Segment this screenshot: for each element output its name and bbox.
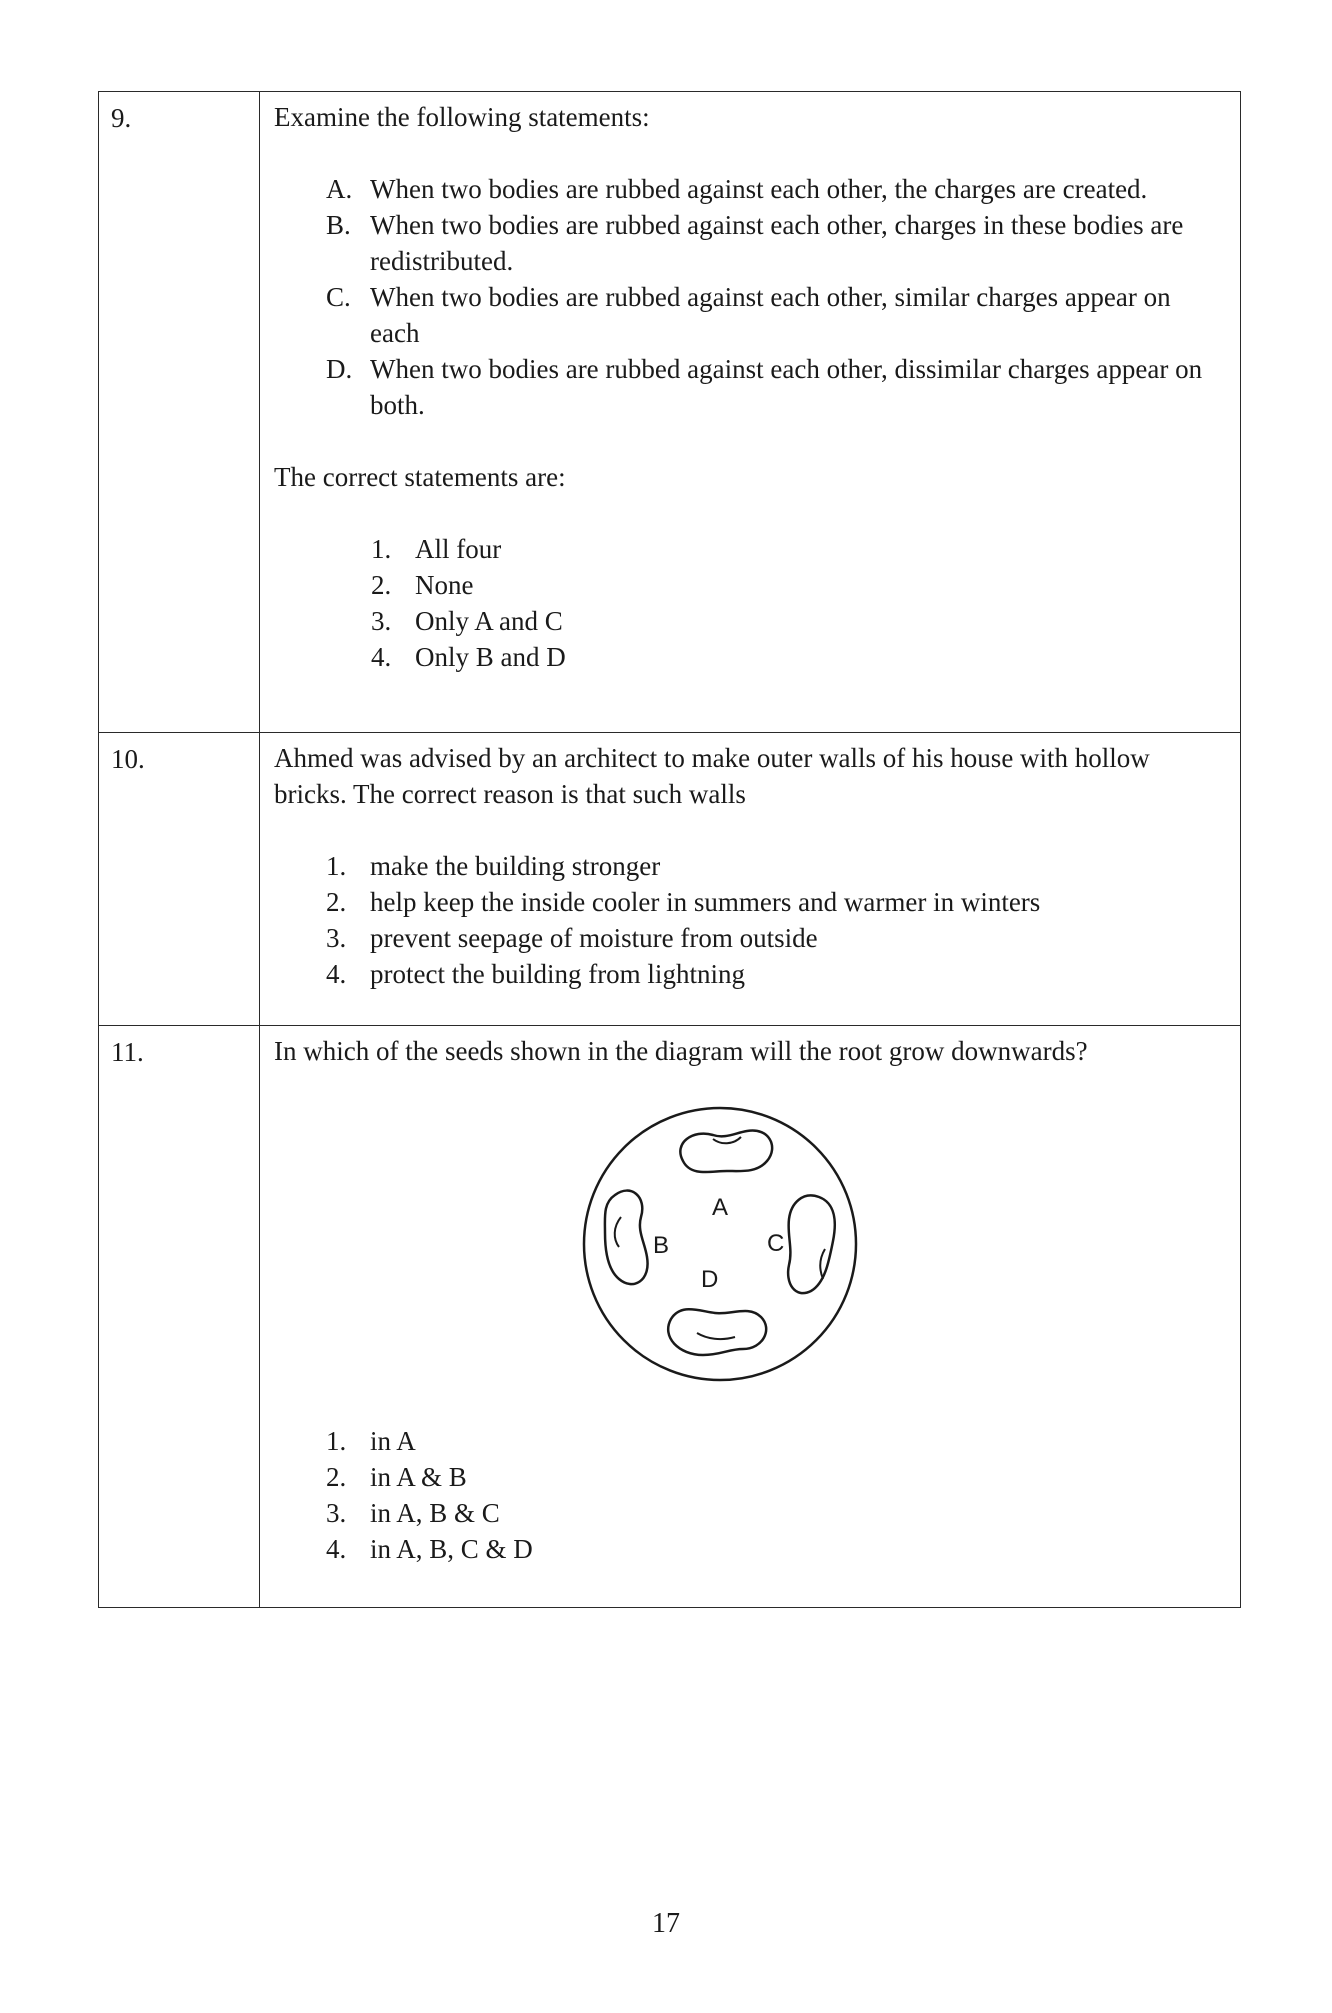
option-3 (371, 603, 1226, 639)
option-2 (371, 567, 1226, 603)
option-1 (326, 1423, 1226, 1459)
option-label: 1. (371, 534, 392, 564)
option-label: 4. (371, 642, 392, 672)
diagram-label-d: D (701, 1266, 719, 1293)
statement-c (326, 279, 1226, 351)
statement-label: B. (326, 210, 351, 240)
option-text: make the building stronger (370, 851, 661, 881)
diagram-label-a: A (712, 1194, 729, 1221)
question-body (260, 733, 1241, 1026)
option-text: help keep the inside cooler in summers and warmer in winters (370, 887, 1041, 917)
seed-a-icon (680, 1130, 772, 1172)
statement-text: When two bodies are rubbed against each other, the charges are created. (370, 174, 1148, 204)
statement-text: When two bodies are rubbed against each other, similar charges appear on each (370, 282, 1171, 348)
option-3 (326, 920, 1226, 956)
option-label: 3. (326, 1498, 347, 1528)
statement-b (326, 207, 1226, 279)
question-stem: Examine the following statements: (274, 102, 650, 132)
option-2 (326, 884, 1226, 920)
seed-diagram-svg (575, 1099, 865, 1389)
seed-b-hilum (615, 1217, 621, 1247)
option-4 (326, 956, 1226, 992)
option-text: Only B and D (415, 642, 566, 672)
seed-d-icon (668, 1309, 766, 1355)
seed-d-hilum (697, 1333, 735, 1339)
option-text: in A (370, 1426, 416, 1456)
option-text: Only A and C (415, 606, 563, 636)
seed-c-icon (788, 1195, 835, 1293)
question-stem: In which of the seeds shown in the diagram will the root grow downwards? (274, 1036, 1088, 1066)
option-4 (371, 639, 1226, 675)
question-number: 11. (99, 1026, 260, 1608)
option-2 (326, 1459, 1226, 1495)
option-text: in A, B, C & D (370, 1534, 533, 1564)
option-text: prevent seepage of moisture from outside (370, 923, 818, 953)
question-row-10 (99, 733, 1241, 1026)
option-text: in A & B (370, 1462, 467, 1492)
question-prompt: The correct statements are: (274, 462, 566, 492)
seed-diagram (575, 1099, 865, 1389)
statement-a (326, 171, 1226, 207)
option-text: protect the building from lightning (370, 959, 745, 989)
option-label: 4. (326, 959, 347, 989)
option-label: 2. (326, 1462, 347, 1492)
seed-b-icon (605, 1191, 648, 1285)
option-1 (326, 848, 1226, 884)
question-row-9 (99, 92, 1241, 733)
option-label: 1. (326, 1426, 347, 1456)
statement-d (326, 351, 1226, 423)
statement-text: When two bodies are rubbed against each other, charges in these bodies are redistributed. (370, 210, 1184, 276)
option-1 (371, 531, 1226, 567)
question-table (98, 91, 1241, 1608)
diagram-label-b: B (653, 1232, 670, 1259)
option-text: None (415, 570, 474, 600)
question-row-11 (99, 1026, 1241, 1608)
option-label: 4. (326, 1534, 347, 1564)
option-label: 3. (371, 606, 392, 636)
option-text: All four (415, 534, 502, 564)
question-body (260, 1026, 1241, 1608)
seed-a-hilum (713, 1137, 741, 1143)
option-text: in A, B & C (370, 1498, 500, 1528)
diagram-label-c: C (767, 1230, 785, 1257)
question-number: 10. (99, 733, 260, 1026)
statement-label: D. (326, 354, 353, 384)
option-label: 2. (371, 570, 392, 600)
option-label: 2. (326, 887, 347, 917)
question-stem: Ahmed was advised by an architect to make outer walls of his house with hollow bricks. The correct reason is that such walls (274, 743, 1150, 809)
page-number: 17 (652, 1908, 680, 1939)
statement-label: A. (326, 174, 353, 204)
statement-label: C. (326, 282, 351, 312)
question-number: 9. (99, 92, 260, 733)
option-label: 1. (326, 851, 347, 881)
statement-text: When two bodies are rubbed against each other, dissimilar charges appear on both. (370, 354, 1203, 420)
option-label: 3. (326, 923, 347, 953)
option-4 (326, 1531, 1226, 1567)
question-body (260, 92, 1241, 733)
option-3 (326, 1495, 1226, 1531)
